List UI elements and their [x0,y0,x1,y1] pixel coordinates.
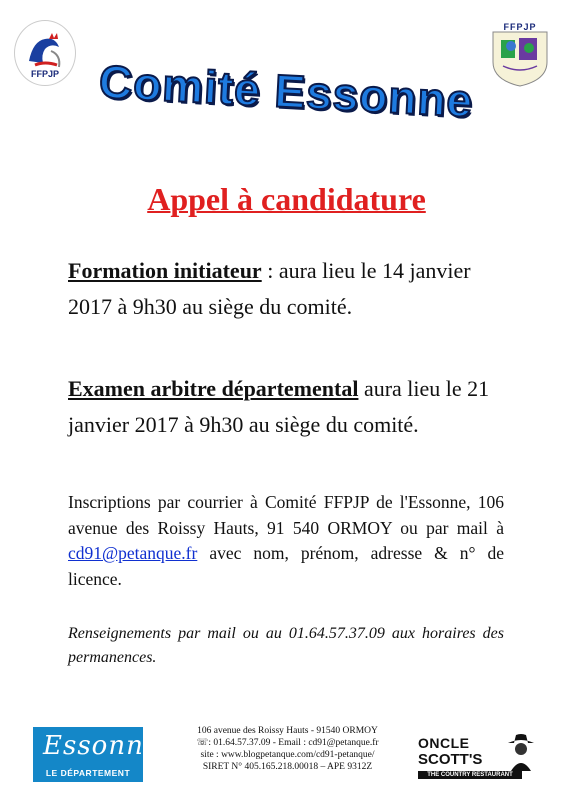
shield-caption: FFPJP [503,22,537,32]
footer-address: 106 avenue des Roissy Hauts - 91540 ORMOY [197,726,378,736]
sponsor-logo [418,735,538,787]
sponsor-line3: THE COUNTRY RESTAURANT [418,771,522,779]
examen-label: Examen arbitre départemental [68,376,359,401]
logo-caption: FFPJP [30,69,59,79]
essonne-departement-logo [33,727,161,782]
examen-text: aura lieu le 21 janvier 2017 à 9h30 au siège du comité. [68,376,490,437]
notice-heading: Appel à candidature [147,181,426,217]
footer-siret: SIRET N° 405.165.218.00018 – APE 9312Z [202,762,373,772]
sponsor-line2: SCOTT'S [418,751,483,768]
footer-phone-email: ☏: 01.64.57.37.09 - Email : cd91@petanque.fr [196,738,379,748]
paragraph-examen [68,371,508,443]
cowboy-icon [506,731,536,771]
inscriptions-text-start: Inscriptions par courrier à Comité FFPJP de l'Essonne, 106 avenue des Roissy Hauts, 91 540 ORMOY ou par mail à [68,492,504,538]
page-title [0,55,573,127]
footer-site: site : www.blogpetanque.com/cd91-petanque/ [200,750,375,760]
email-link[interactable]: cd91@petanque.fr [68,543,198,563]
paragraph-renseignements: Renseignements par mail ou au 01.64.57.37.09 aux horaires des permanences. [68,625,504,666]
page-title-text: Comité Essonne [98,55,475,127]
paragraph-inscriptions [68,490,504,592]
inscriptions-text-end: avec nom, prénom, adresse & n° de licence. [68,543,504,589]
formation-label: Formation initiateur [68,258,262,283]
formation-text: : aura lieu le 14 janvier 2017 à 9h30 au siège du comité. [68,258,471,319]
sponsor-line1: ONCLE [418,735,470,751]
essonne-dep: LE DÉPARTEMENT [45,768,131,778]
paragraph-formation [68,253,508,325]
essonne-script: Essonne [43,731,161,761]
footer-contact [180,725,395,773]
